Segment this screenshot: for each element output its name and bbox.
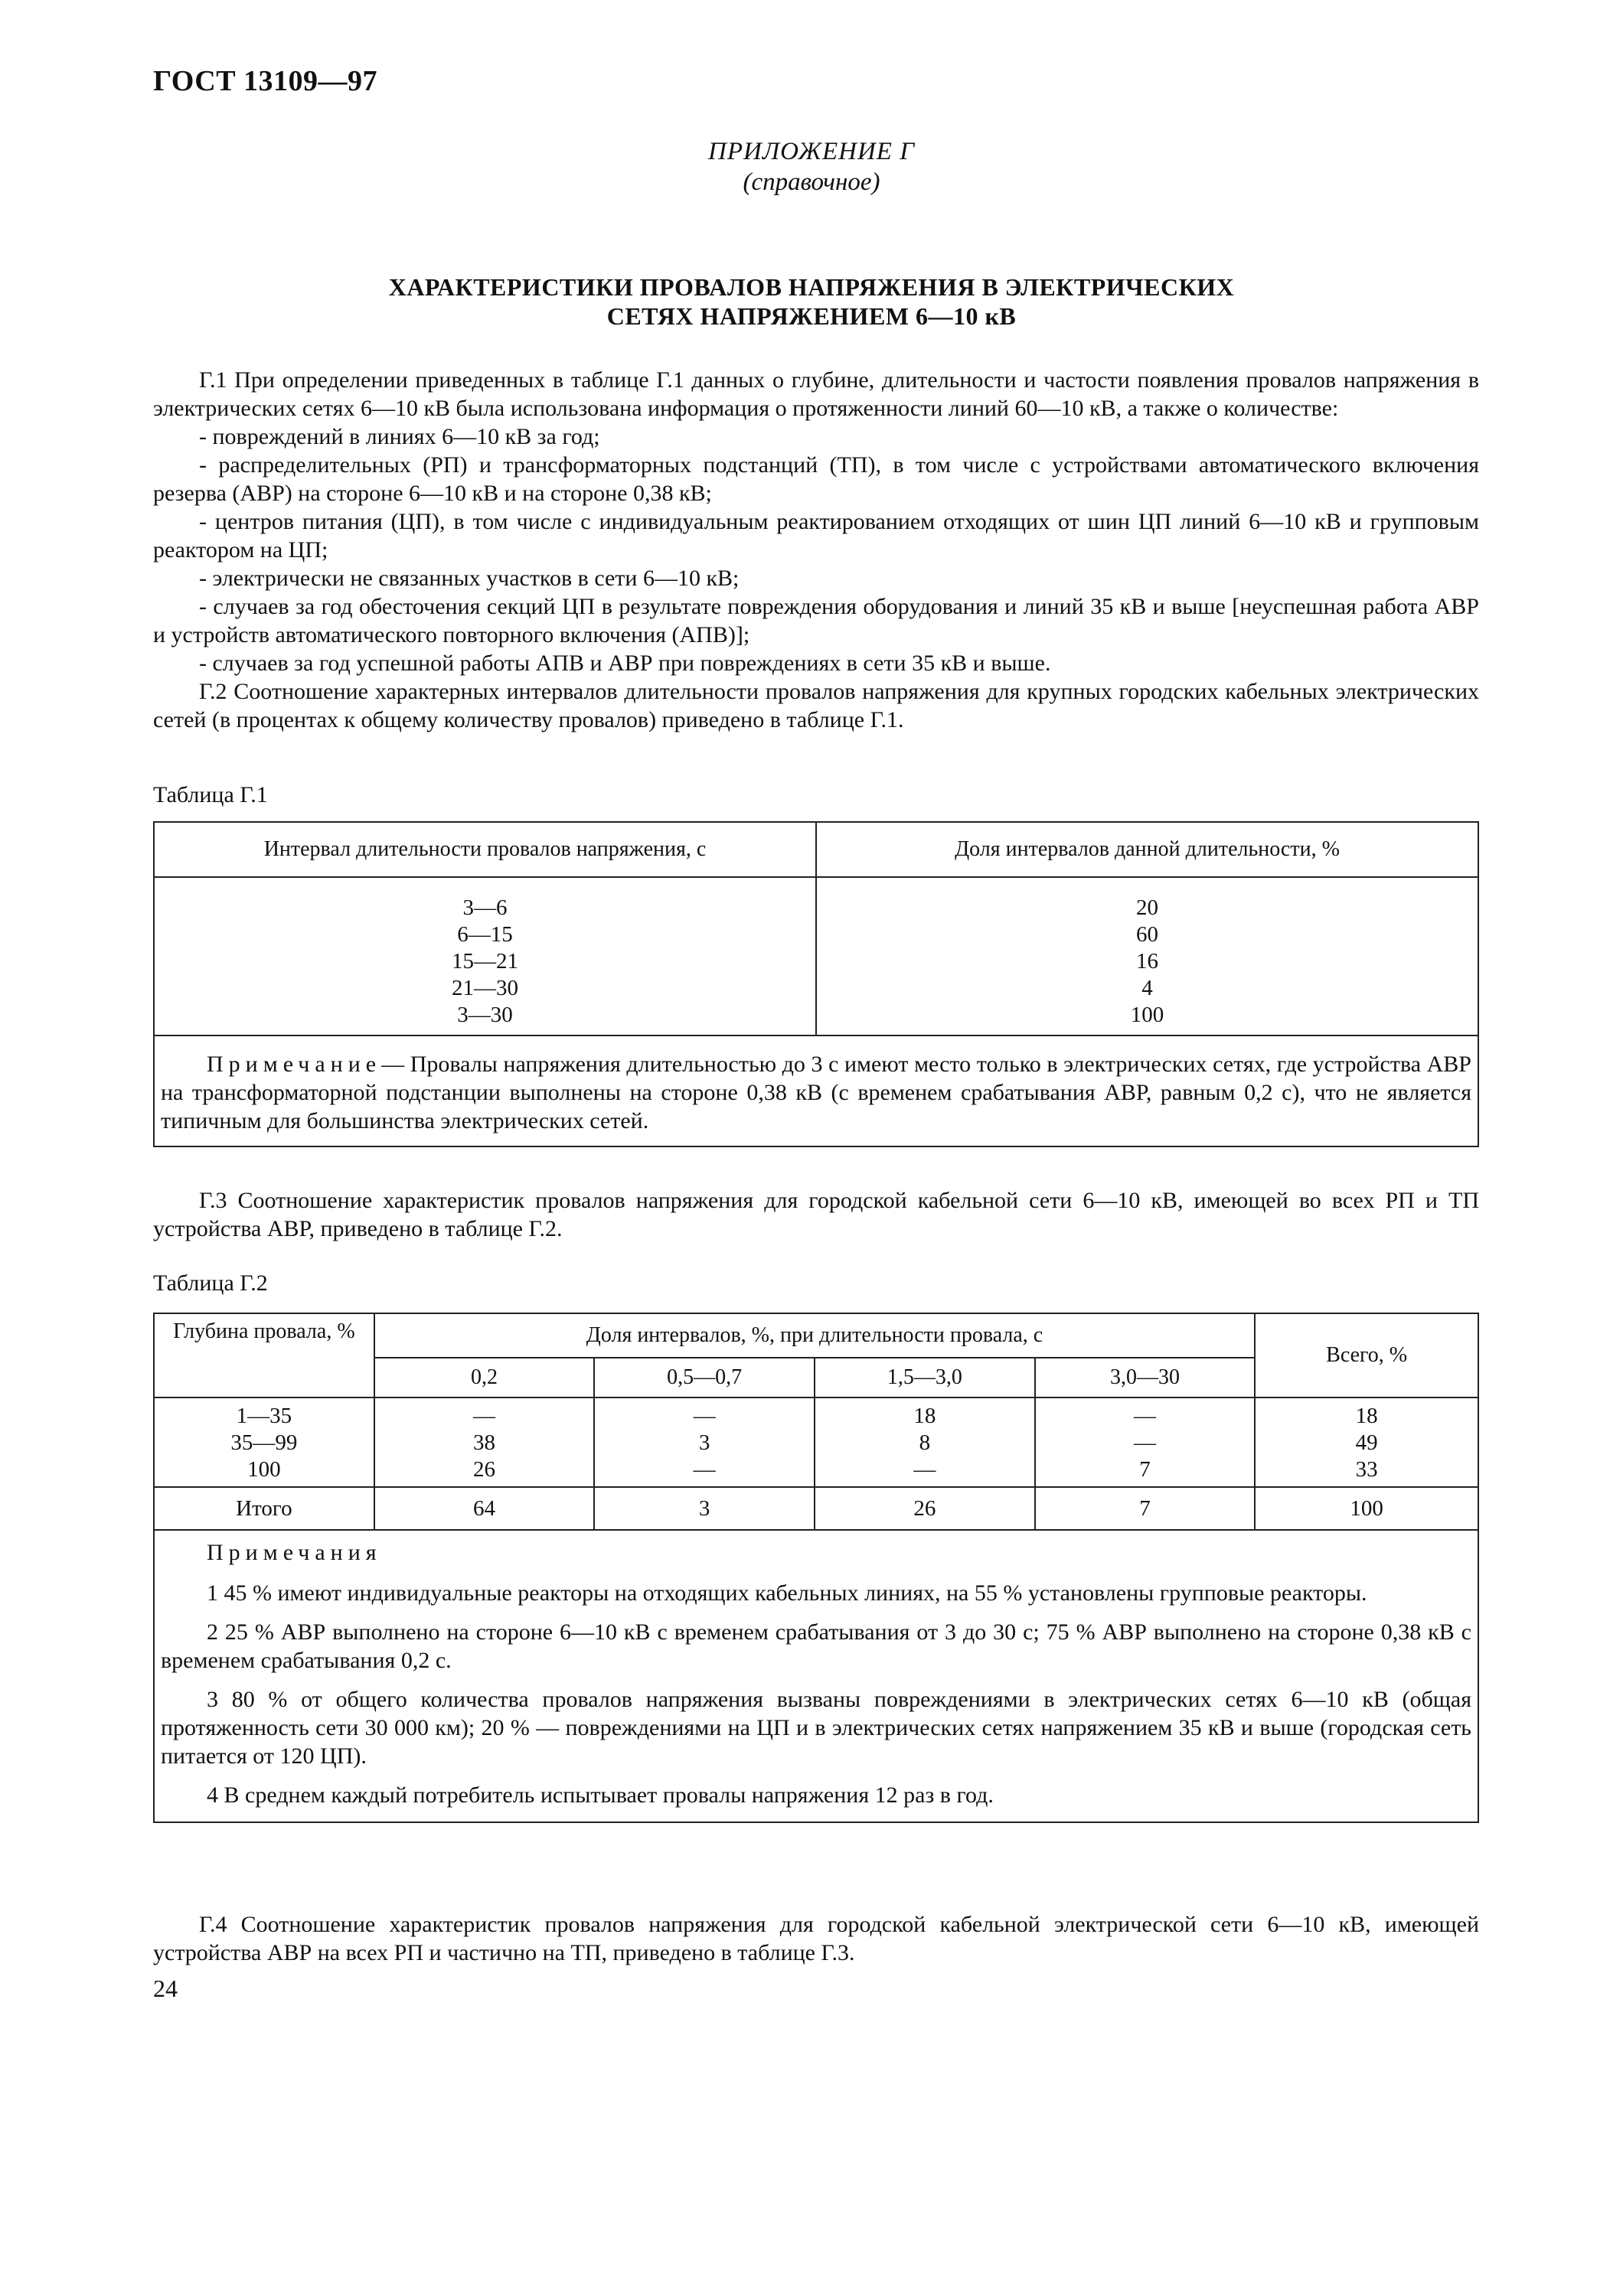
table-g2	[153, 1313, 1479, 1823]
g1-item: - распределительных (РП) и трансформаторных подстанций (ТП), в том числе с устройствами автоматического включения резерва (АВР) на стороне 6—10 кВ и на стороне 0,38 кВ;	[153, 452, 1479, 506]
table-g1-note	[154, 1035, 1478, 1146]
notes-label: Примечания	[207, 1540, 382, 1565]
appendix-title: ПРИЛОЖЕНИЕ Г	[708, 138, 915, 165]
col-0-2	[374, 1397, 595, 1487]
depth-column	[154, 1397, 374, 1487]
table-g2-notes	[154, 1530, 1478, 1822]
group-header: Доля интервалов, %, при длительности провала, с	[374, 1313, 1256, 1358]
g1-item: - случаев за год успешной работы АПВ и АВР при повреждениях в сети 35 кВ и выше.	[199, 651, 1051, 676]
g4-text: Г.4 Соотношение характеристик провалов напряжения для городской кабельной электрической сети 6—10 кВ, имеющей устройства АВР на всех РП и частично на ТП, приведено в таблице Г.3.	[153, 1912, 1479, 1965]
cell-value: —	[1133, 1404, 1156, 1428]
note-label: Примечание	[207, 1052, 382, 1077]
cell-value: 7	[1139, 1457, 1151, 1482]
table-row	[154, 877, 1478, 1035]
share-value: 20	[1135, 895, 1158, 920]
cell-value: 33	[1355, 1457, 1378, 1482]
share-value: 60	[1135, 922, 1158, 947]
g3-text: Г.3 Соотношение характеристик провалов напряжения для городской кабельной сети 6—10 кВ, имеющей во всех РП и ТП устройства АВР, приведено в таблице Г.2.	[153, 1188, 1479, 1241]
share-value: 100	[1130, 1003, 1164, 1027]
table-g1	[153, 821, 1479, 1147]
note-item: 2 25 % АВР выполнено на стороне 6—10 кВ с временем срабатывания от 3 до 30 с; 75 % АВР выполнено на стороне 0,38 кВ с временем срабатывания 0,2 с.	[161, 1619, 1471, 1673]
table-g1-intervals	[154, 877, 816, 1035]
total-value: 7	[1035, 1487, 1256, 1530]
note-item: 3 80 % от общего количества провалов напряжения вызваны повреждениями в электрических сетях 6—10 кВ (общая протяженность сети 30 000 км); 20 % — повреждениями на ЦП и в электрических сетях напряжением 35 кВ и выше (городская сеть питается от 120 ЦП).	[161, 1687, 1471, 1769]
table-g1-caption: Таблица Г.1	[153, 782, 268, 807]
depth-value: 35—99	[230, 1430, 298, 1455]
table-row	[154, 1397, 1478, 1487]
cell-value: 3	[698, 1430, 710, 1455]
cell-value: 38	[473, 1430, 496, 1455]
col-3-0-30	[1035, 1397, 1256, 1487]
interval-value: 6—15	[457, 922, 513, 947]
share-value: 4	[1141, 976, 1153, 1000]
table-g1-note-row	[154, 1035, 1478, 1146]
note-item: 1 45 % имеют индивидуальные реакторы на отходящих кабельных линиях, на 55 % установлены групповые реакторы.	[207, 1580, 1367, 1606]
table-g2-block	[153, 1269, 1479, 1823]
subheader-0-5-0-7: 0,5—0,7	[594, 1358, 815, 1397]
appendix-block	[0, 136, 1623, 197]
interval-value: 15—21	[451, 949, 518, 974]
heading-line-2: СЕТЯХ НАПРЯЖЕНИЕМ 6—10 кВ	[606, 302, 1017, 330]
subheader-3-0-30: 3,0—30	[1035, 1358, 1256, 1397]
page-number: 24	[153, 1975, 178, 2002]
total-value: 26	[815, 1487, 1035, 1530]
col-0-5-0-7	[594, 1397, 815, 1487]
depth-value: 100	[247, 1457, 281, 1482]
g1-intro: Г.1 При определении приведенных в таблице Г.1 данных о глубине, длительности и частости появления провалов напряжения в электрических сетях 6—10 кВ была использована информация о протяженности линий 60—10 кВ, а также о количестве:	[153, 367, 1479, 421]
appendix-subtitle: (справочное)	[743, 168, 880, 196]
doc-code: ГОСТ 13109—97	[153, 65, 378, 97]
cell-value: —	[693, 1457, 716, 1482]
cell-value: —	[473, 1404, 496, 1428]
table-g1-shares	[816, 877, 1478, 1035]
total-value: 3	[594, 1487, 815, 1530]
subheader-0-2: 0,2	[374, 1358, 595, 1397]
depth-value: 1—35	[236, 1404, 292, 1428]
cell-value: 18	[1355, 1404, 1378, 1428]
total-label: Итого	[154, 1487, 374, 1530]
table-g2-header-row	[154, 1313, 1478, 1358]
col-total	[1255, 1397, 1478, 1487]
cell-value: 8	[919, 1430, 931, 1455]
interval-value: 21—30	[451, 976, 518, 1000]
section-g3	[153, 1186, 1479, 1243]
g1-item: - электрически не связанных участков в сети 6—10 кВ;	[199, 566, 740, 591]
share-value: 16	[1135, 949, 1158, 974]
section-heading	[0, 272, 1623, 331]
col-1-5-3-0	[815, 1397, 1035, 1487]
depth-header: Глубина провала, %	[154, 1313, 374, 1397]
cell-value: —	[693, 1404, 716, 1428]
table-g2-caption: Таблица Г.2	[153, 1270, 268, 1296]
g1-item: - случаев за год обесточения секций ЦП в результате повреждения оборудования и линий 35 кВ и выше [неуспешная работа АВР и устройств автоматического повторного включения (АПВ)];	[153, 594, 1479, 647]
cell-value: —	[913, 1457, 936, 1482]
heading-line-1: ХАРАКТЕРИСТИКИ ПРОВАЛОВ НАПРЯЖЕНИЯ В ЭЛЕКТРИЧЕСКИХ	[388, 273, 1235, 301]
subheader-1-5-3-0: 1,5—3,0	[815, 1358, 1035, 1397]
note-text: — Провалы напряжения длительностью до 3 с имеют место только в электрических сетях, где устройства АВР на трансформаторной подстанции выполнены на стороне 0,38 кВ (с временем срабатывания АВР, равным 0,2 с), что не является типичным для большинства электрических сетей.	[161, 1052, 1471, 1133]
cell-value: 49	[1355, 1430, 1378, 1455]
section-g4	[153, 1910, 1479, 1967]
table-g2-notes-row	[154, 1530, 1478, 1822]
total-value: 100	[1255, 1487, 1478, 1530]
total-header: Всего, %	[1255, 1313, 1478, 1397]
g2-text: Г.2 Соотношение характерных интервалов длительности провалов напряжения для крупных городских кабельных электрических сетей (в процентах к общему количеству провалов) приведено в таблице Г.1.	[153, 679, 1479, 732]
interval-value: 3—6	[462, 895, 508, 920]
table-g1-col1-header: Интервал длительности провалов напряжения, с	[154, 822, 816, 877]
section-g1	[153, 366, 1479, 734]
cell-value: 26	[473, 1457, 496, 1482]
table-g1-block	[153, 781, 1479, 1147]
table-g1-col2-header: Доля интервалов данной длительности, %	[816, 822, 1478, 877]
total-value: 64	[374, 1487, 595, 1530]
table-g2-total-row	[154, 1487, 1478, 1530]
table-g1-header-row	[154, 822, 1478, 877]
g1-item: - центров питания (ЦП), в том числе с индивидуальным реактированием отходящих от шин ЦП линий 6—10 кВ и групповым реактором на ЦП;	[153, 509, 1479, 563]
g1-item: - повреждений в линиях 6—10 кВ за год;	[199, 424, 600, 449]
interval-value: 3—30	[457, 1003, 513, 1027]
cell-value: —	[1133, 1430, 1156, 1455]
note-item: 4 В среднем каждый потребитель испытывает провалы напряжения 12 раз в год.	[207, 1782, 994, 1808]
cell-value: 18	[913, 1404, 936, 1428]
